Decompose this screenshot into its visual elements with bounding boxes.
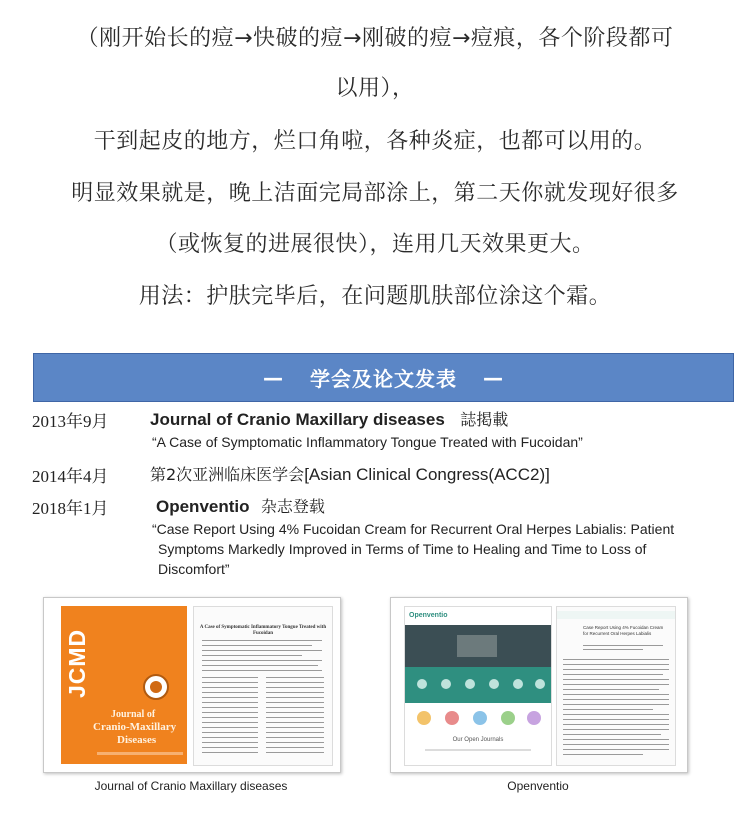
site-teal-band bbox=[405, 667, 551, 703]
article-page-image bbox=[556, 606, 676, 766]
publication-date: 2014年4月 bbox=[32, 467, 109, 486]
publication-title bbox=[152, 519, 732, 579]
publication-venue bbox=[156, 494, 325, 517]
article-page-title: Case Report Using 4% Fucoidan Cream for Recurrent Oral Herpes Labialis bbox=[583, 625, 664, 636]
cover-decor-bar bbox=[97, 752, 183, 755]
cover-title-line: Journal of bbox=[111, 709, 156, 720]
publication-date: 2018年1月 bbox=[32, 499, 109, 518]
journal-cover-image bbox=[61, 606, 187, 764]
section-banner bbox=[33, 353, 734, 402]
intro-line: （刚开始长的痘→快破的痘→刚破的痘→痘痕，各个阶段都可 bbox=[76, 26, 674, 51]
banner-dash: — bbox=[263, 365, 284, 390]
article-page-image bbox=[193, 606, 333, 766]
title-line: “Case Report Using 4% Fucoidan Cream for Recurrent Oral Herpes Labialis: Patient bbox=[152, 521, 675, 537]
publication-title: “A Case of Symptomatic Inflammatory Tongue Treated with Fucoidan” bbox=[152, 434, 583, 450]
cover-abbr: JCMD bbox=[64, 628, 90, 698]
intro-line: 干到起皮的地方，烂口角啦，各种炎症，也都可以用的。 bbox=[93, 129, 657, 154]
site-section-title: Our Open Journals bbox=[452, 737, 504, 743]
figure-jcmd bbox=[43, 597, 341, 773]
cover-title-line: Cranio-Maxillary bbox=[93, 721, 177, 733]
intro-line: 明显效果就是，晚上洁面完局部涂上，第二天你就发现好很多 bbox=[71, 181, 679, 206]
banner-dash: — bbox=[483, 365, 504, 390]
cover-title-line: Diseases bbox=[117, 734, 157, 746]
title-line: Symptoms Markedly Improved in Terms of Time to Healing and Time to Loss of bbox=[158, 541, 647, 557]
figure-caption: Openventio bbox=[507, 779, 569, 793]
venue-english: [Asian Clinical Congress(ACC2)] bbox=[304, 465, 550, 484]
venue-chinese: 第2次亚洲临床医学会 bbox=[150, 465, 305, 484]
site-hero-image bbox=[405, 625, 551, 667]
article-page-title: A Case of Symptomatic Inflammatory Tongue Treated with Fucoidan bbox=[199, 625, 327, 636]
intro-line: 用法：护肤完毕后，在问题肌肤部位涂这个霜。 bbox=[138, 284, 612, 309]
title-line: Discomfort” bbox=[158, 561, 230, 577]
figure-caption: Journal of Cranio Maxillary diseases bbox=[94, 779, 288, 793]
site-logo: Openventio bbox=[409, 612, 448, 619]
intro-line: （或恢复的进展很快），连用几天效果更大。 bbox=[155, 232, 595, 257]
intro-line: 以用）， bbox=[335, 76, 415, 101]
publication-date: 2013年9月 bbox=[32, 412, 109, 431]
banner-title: 学会及论文发表 bbox=[310, 367, 457, 391]
cover-seal-icon bbox=[143, 674, 169, 700]
venue-chinese: 誌掲載 bbox=[460, 410, 509, 429]
figure-openventio bbox=[390, 597, 688, 773]
venue-english: Openventio bbox=[156, 497, 250, 516]
publication-venue bbox=[150, 407, 508, 430]
venue-english: Journal of Cranio Maxillary diseases bbox=[150, 410, 445, 429]
publication-venue bbox=[150, 462, 550, 485]
website-screenshot-image bbox=[404, 606, 552, 766]
venue-chinese: 杂志登载 bbox=[260, 497, 325, 516]
